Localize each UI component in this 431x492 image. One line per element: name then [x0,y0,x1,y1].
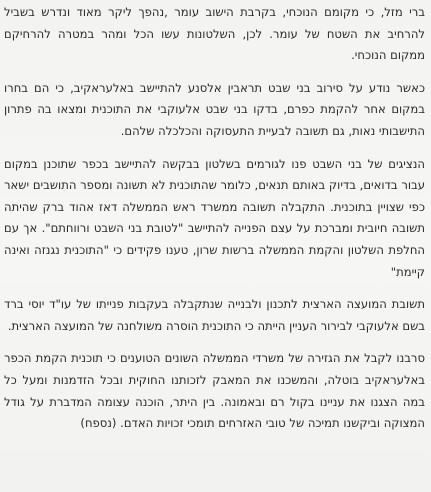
document-body [4,2,425,435]
paragraph-4: תשובת המועצה הארצית לתכנון ולבנייה שנתקבלה בעקבות פנייתו של עו"ד יוסי ברד בשם אלעוקבי לבירור העניין הייתה כי התוכנית הוסרה משולחנה של המועצה הארצית. [4,297,425,333]
paragraph-3: הנציגים של בני השבט פנו לגורמים בשלטון בבקשה להתיישב בכפר שתוכנן במקום עבור בדואים, בדיוק באותם תנאים, כלומר שהתוכנית לא תשונה ומספר התושבים ישאר כפי שצויין בתוכנית. התקבלה תשובה ממשרד ראש הממשלה דאז אהוד ברק שהיתה תשובה חיובית ומברכת על עצם הפנייה להתיישב "לטובת בני השבט ורווחתם". אך עם החלפת השלטון והקמת הממשלה ברשות שרון, טענו פקידים כי "התוכנית נגנזה ואינה קיימת" [4,156,425,279]
paragraph-1: ברי מזל, כי מקומם הנוכחי, בקרבת הישוב עומר ,נהפך ליקר מאוד ונדרש בשביל להרחיב את השטח של עומר. לכן, השלטונות עשו הכל ומהר במטרה להרחיקם ממקום הנוכחי. [4,5,425,63]
paragraph-2: כאשר נודע על סירוב בני שבט תראבין אלסנע להתיישב באלעראקיב, כי הם בחרו במקום אחר להקמת כפרם, בדקו בני שבט אלעוקבי את התוכנית ומצאו בה פתרון התישבותי נאות, גם תשובה לבעיית התעסוקה והכלכלה שלהם. [4,80,425,138]
paragraph-5: סרבנו לקבל את הגזירה של משרדי הממשלה השונים הטוענים כי תוכנית הקמת הכפר באלעראקיב בוטלה, והמשכנו את המאבק לזכותנו החוקית ובכל הזדמנות ומעל כל במה הצגנו את עניינו בקול רם ובאמונה. בין היתר, הוכנה עצומה המדברת על גודל המצוקה וביקשנו תמיכה של טובי האזרחים תומכי זכויות האדם. (נספח) [4,351,425,431]
